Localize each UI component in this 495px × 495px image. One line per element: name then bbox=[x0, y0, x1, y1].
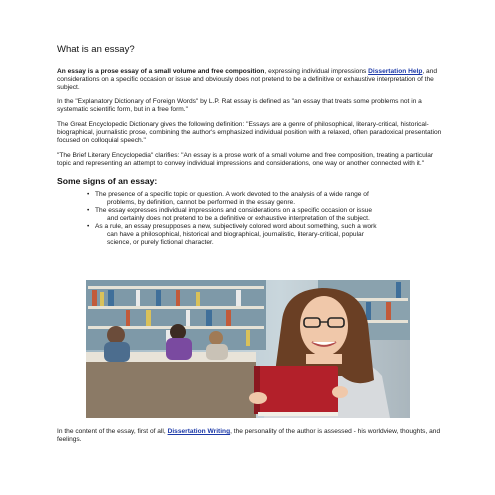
bullet-icon: • bbox=[87, 207, 90, 214]
photo-illustration bbox=[86, 280, 410, 418]
document-body bbox=[57, 44, 447, 247]
paragraph-brief-literary: "The Brief Literary Encyclopedia" clarifies: "An essay is a prose work of a small volume and free composition, treating a particular topic and representing an attempt to convey individual impressions and considerations, one way or another connected with it." bbox=[57, 152, 434, 167]
closing-text-before: In the content of the essay, first of all, bbox=[57, 428, 168, 435]
sign-3-line-3: science, or purely fictional character. bbox=[107, 239, 214, 246]
sign-3-line-1: As a rule, an essay presupposes a new, subjectively colored word about something, such a work bbox=[95, 223, 377, 230]
dissertation-writing-link[interactable]: Dissertation Writing bbox=[167, 428, 231, 435]
paragraph-great-encyclopedic: The Great Encyclopedic Dictionary gives the following definition: "Essays are a genre of philosophical, literary-critical, historical-biographical, journalistic prose, combining the author's emphasized individual position with a relaxed, often paradoxical presentation focused on colloquial speech." bbox=[57, 121, 442, 144]
definition-text: , expressing individual impressions bbox=[264, 68, 369, 75]
page-title: What is an essay? bbox=[57, 44, 135, 55]
signs-list bbox=[57, 191, 447, 247]
paragraph-rat-dictionary: In the "Explanatory Dictionary of Foreign Words" by L.P. Rat essay is defined as "an essay that treats some problems not in a systematic scientific form, but in a free form." bbox=[57, 98, 422, 113]
sign-3-line-2: can have a philosophical, historical and biographical, journalistic, literary-critical, popular bbox=[107, 231, 364, 238]
definition-lead: An essay is a prose essay of a small volume and free composition bbox=[57, 68, 265, 75]
definition-rest: , and considerations on a specific occasion or issue and obviously does not pretend to be a definitive or exhaustive interpretation of the subject. bbox=[57, 68, 438, 91]
bullet-icon: • bbox=[87, 191, 90, 198]
dissertation-help-link[interactable]: Dissertation Help bbox=[368, 68, 423, 75]
paragraph-closing bbox=[57, 428, 447, 444]
red-book bbox=[249, 366, 348, 416]
list-item bbox=[87, 223, 447, 247]
list-item bbox=[87, 207, 447, 223]
bullet-icon: • bbox=[87, 223, 90, 230]
paragraph-definition bbox=[57, 68, 447, 92]
closing-text-after: , the personality of the author is assessed - his worldview, thoughts, and feelings. bbox=[57, 428, 441, 443]
library-student-photo bbox=[86, 280, 410, 418]
sign-1-line-1: The presence of a specific topic or question. A work devoted to the analysis of a wide range of bbox=[95, 191, 369, 198]
sign-1-line-2: problems, by definition, cannot be performed in the essay genre. bbox=[107, 199, 296, 206]
list-item bbox=[87, 191, 447, 207]
sign-2-line-1: The essay expresses individual impressions and considerations on a specific occasion or issue bbox=[95, 207, 373, 214]
sign-2-line-2: and certainly does not pretend to be a definitive or exhaustive interpretation of the subject. bbox=[107, 215, 370, 222]
signs-heading: Some signs of an essay: bbox=[57, 176, 158, 186]
